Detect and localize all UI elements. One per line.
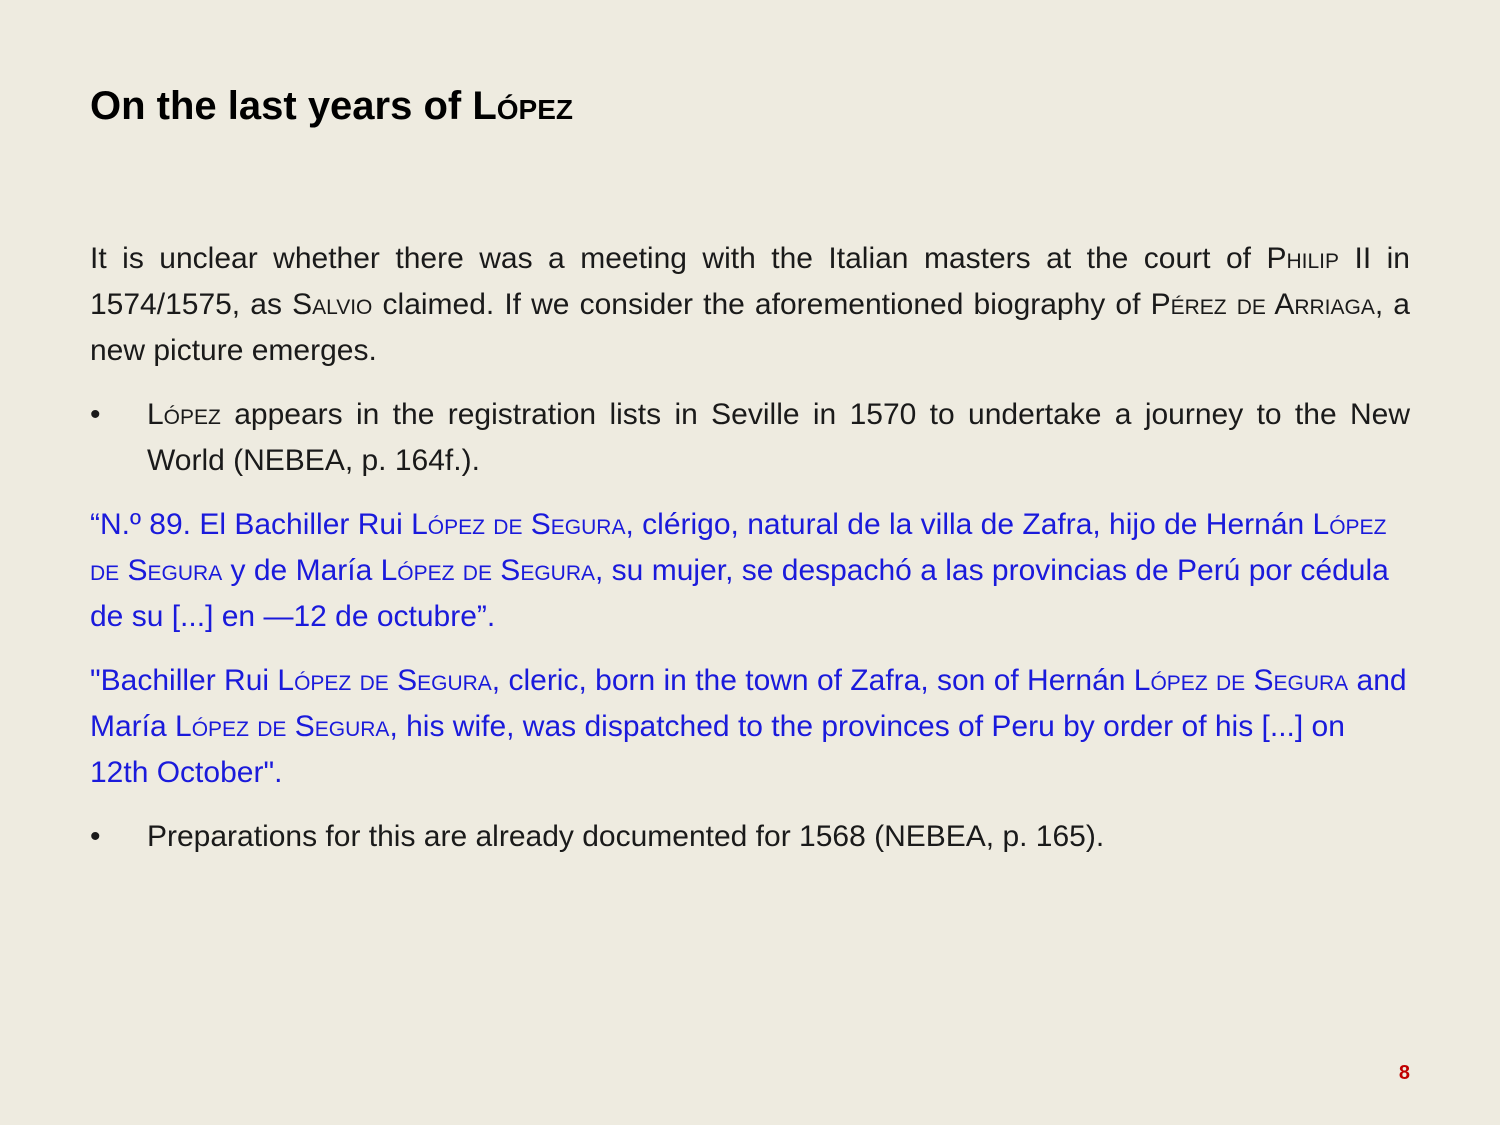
translation-name: López de Segura (175, 710, 390, 743)
name-perez-de-arriaga: Pérez de Arriaga (1150, 288, 1375, 321)
quote-text: y de María (222, 554, 381, 587)
quote-text: , su mujer, se despachó a las provincias de Perú por cédula de su [...] en —12 de octubre”. (90, 554, 1389, 633)
intro-paragraph (90, 236, 1410, 374)
intro-text-3: claimed. If we consider the aforementioned biography of (372, 288, 1151, 321)
name-philip: Philip (1266, 242, 1340, 275)
bullet-dot-icon: • (90, 398, 101, 431)
translation-text: , his wife, was dispatched to the provinces of Peru by order of his [...] on 12th October". (90, 710, 1345, 789)
translation-name: López de Segura (1133, 664, 1349, 697)
name-lopez: López (147, 398, 221, 431)
quote-name: López de Segura (380, 554, 596, 587)
quote-name: López de Segura (411, 508, 626, 541)
bullet-item-preparations (90, 814, 1410, 860)
title-name: López (472, 84, 574, 128)
translation-text: , cleric, born in the town of Zafra, son of Hernán (491, 664, 1134, 697)
bullet-text: appears in the registration lists in Seville in 1570 to undertake a journey to the New World (NEBEA, p. 164f.). (147, 398, 1410, 477)
bullet-dot-icon: • (90, 820, 101, 853)
translation-name: López de Segura (277, 664, 492, 697)
page-number: 8 (1398, 1062, 1410, 1084)
bullet-item-registration (90, 392, 1410, 484)
quote-name: López de Segura (90, 508, 1387, 587)
slide-content (90, 236, 1410, 878)
intro-text-1: It is unclear whether there was a meeting with the Italian masters at the court of (90, 242, 1267, 275)
quote-text: “N.º 89. El Bachiller Rui (90, 508, 412, 541)
intro-text-4: , a new picture emerges. (90, 288, 1410, 367)
translation-text: and María (90, 664, 1407, 743)
spanish-quote (90, 502, 1410, 640)
slide-title (90, 82, 573, 130)
translation-text: "Bachiller Rui (90, 664, 278, 697)
english-translation (90, 658, 1410, 796)
bullet-text: Preparations for this are already documented for 1568 (NEBEA, p. 165). (147, 820, 1105, 853)
quote-text: , clérigo, natural de la villa de Zafra, hijo de Hernán (625, 508, 1313, 541)
intro-text-2: II in 1574/1575, as (90, 242, 1410, 321)
title-prefix: On the last years of (90, 84, 473, 128)
name-salvio: Salvio (292, 288, 373, 321)
